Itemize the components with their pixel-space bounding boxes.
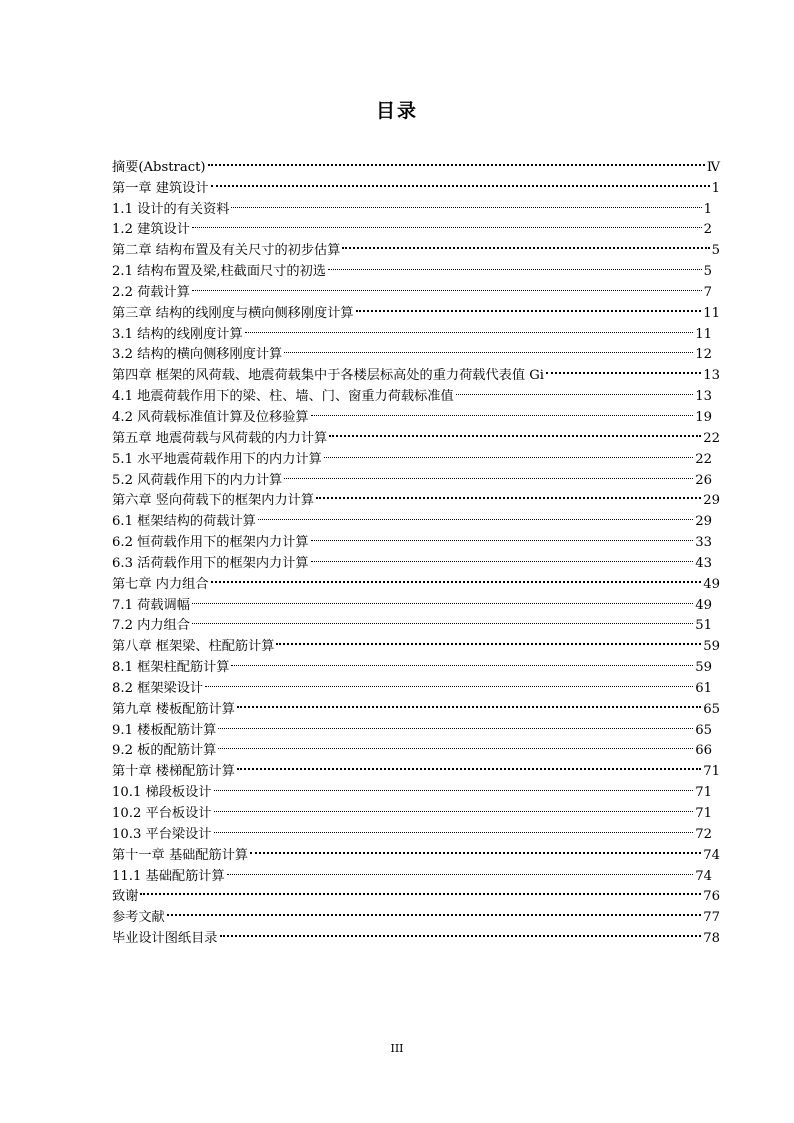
toc-entry[interactable] bbox=[112, 921, 720, 947]
dot-leader bbox=[328, 254, 702, 275]
dot-leader bbox=[311, 546, 694, 567]
toc-entry-page-number: 74 bbox=[703, 847, 720, 863]
toc-entry-title: 6.1 框架结构的荷载计算 bbox=[112, 514, 256, 530]
toc-entry-page-number: 71 bbox=[703, 764, 720, 780]
toc-entry-page-number: 22 bbox=[695, 451, 712, 467]
dot-leader bbox=[324, 442, 693, 463]
toc-entry-title: 2.2 荷载计算 bbox=[112, 284, 190, 300]
dot-leader bbox=[245, 317, 694, 338]
dot-leader bbox=[356, 296, 702, 317]
toc-entry-title: 6.3 活荷载作用下的框架内力计算 bbox=[112, 555, 309, 571]
toc-entry-title: 第七章 内力组合 bbox=[112, 576, 209, 592]
toc-entry-title: 3.1 结构的线刚度计算 bbox=[112, 326, 243, 342]
toc-entry-page-number: 76 bbox=[703, 889, 720, 905]
dot-leader bbox=[284, 338, 693, 359]
toc-entry-page-number: 65 bbox=[695, 722, 712, 738]
dot-leader bbox=[227, 859, 694, 880]
toc-entry-title: 9.1 楼板配筋计算 bbox=[112, 722, 217, 738]
toc-entry-title: 1.2 建筑设计 bbox=[112, 222, 190, 238]
dot-leader bbox=[237, 754, 701, 775]
dot-leader bbox=[211, 567, 702, 588]
toc-subentry[interactable] bbox=[112, 275, 720, 300]
toc-entry-title: 第三章 结构的线刚度与横向侧移刚度计算 bbox=[112, 305, 354, 321]
toc-entry-page-number: 7 bbox=[703, 284, 712, 300]
toc-entry-page-number: 71 bbox=[695, 785, 712, 801]
toc-entry-page-number: 12 bbox=[695, 347, 712, 363]
toc-entry-title: 第六章 竖向荷载下的框架内力计算 bbox=[112, 493, 315, 509]
toc-entry-page-number: 78 bbox=[703, 931, 720, 947]
dot-leader bbox=[311, 525, 694, 546]
toc-entry[interactable] bbox=[112, 629, 720, 655]
toc-entry-title: 5.2 风荷载作用下的内力计算 bbox=[112, 472, 283, 488]
toc-entry-page-number: 59 bbox=[695, 660, 712, 676]
toc-entry-title: 4.2 风荷载标准值计算及位移验算 bbox=[112, 409, 309, 425]
toc-entry-title: 10.1 梯段板设计 bbox=[112, 785, 212, 801]
toc-entry-page-number: 29 bbox=[695, 514, 712, 530]
dot-leader bbox=[167, 900, 701, 921]
toc-entry-title: 3.2 结构的横向侧移刚度计算 bbox=[112, 347, 283, 363]
page-number: III bbox=[390, 1042, 404, 1055]
toc-subentry[interactable] bbox=[112, 588, 720, 613]
toc-entry-title: 7.1 荷载调幅 bbox=[112, 597, 190, 613]
toc-entry[interactable] bbox=[112, 900, 720, 926]
toc-entry-title: 9.2 板的配筋计算 bbox=[112, 743, 217, 759]
toc-entry[interactable] bbox=[112, 150, 720, 175]
dot-leader bbox=[276, 629, 701, 650]
toc-entry-page-number: 1 bbox=[711, 180, 720, 196]
toc-entry-page-number: 11 bbox=[703, 305, 720, 321]
dot-leader bbox=[140, 880, 701, 901]
toc-entry-title: 6.2 恒荷载作用下的框架内力计算 bbox=[112, 535, 309, 551]
toc-entry-title: 摘要(Abstract) bbox=[112, 159, 206, 175]
dot-leader bbox=[250, 838, 701, 859]
dot-leader bbox=[329, 421, 701, 442]
toc-entry[interactable] bbox=[112, 880, 720, 905]
dot-leader bbox=[192, 609, 693, 630]
dot-leader bbox=[311, 400, 694, 421]
toc-entry-title: 10.2 平台板设计 bbox=[112, 806, 212, 821]
toc-entry-page-number: 22 bbox=[703, 430, 720, 446]
toc-entry-title: 致谢 bbox=[112, 889, 139, 905]
toc-entry-title: 4.1 地震荷载作用下的梁、柱、墙、门、窗重力荷载标准值 bbox=[112, 389, 454, 405]
toc-entry-title: 8.1 框架柱配筋计算 bbox=[112, 660, 230, 676]
toc-entry[interactable] bbox=[112, 233, 720, 259]
toc-entry-page-number: 13 bbox=[703, 368, 720, 384]
dot-leader bbox=[231, 650, 693, 671]
toc-entry-title: 7.2 内力组合 bbox=[112, 618, 190, 634]
toc-entry-page-number: 71 bbox=[695, 806, 712, 821]
toc-entry-page-number: 43 bbox=[695, 555, 712, 571]
dot-leader bbox=[208, 150, 705, 171]
toc-entry-page-number: 74 bbox=[695, 868, 712, 884]
toc-entry-page-number: 66 bbox=[695, 743, 712, 759]
toc-subentry[interactable] bbox=[112, 609, 720, 634]
dot-leader bbox=[316, 484, 701, 505]
toc-entry[interactable] bbox=[112, 692, 720, 717]
toc-entry-page-number: 33 bbox=[695, 535, 712, 551]
dot-leader bbox=[205, 671, 693, 692]
dot-leader bbox=[231, 192, 701, 213]
toc-entry-title: 第四章 框架的风荷载、地震荷载集中于各楼层标高处的重力荷载代表值 Gi bbox=[112, 368, 544, 384]
toc-entry-page-number: 5 bbox=[711, 243, 720, 259]
toc-entry-title: 第十章 楼梯配筋计算 bbox=[112, 764, 235, 780]
toc-entry-page-number: 65 bbox=[703, 701, 720, 717]
toc-entry-title: 8.2 框架梁设计 bbox=[112, 680, 204, 696]
toc-entry-page-number: Ⅳ bbox=[706, 159, 720, 175]
toc-entry-page-number: 49 bbox=[695, 597, 712, 613]
toc-entry-title: 第五章 地震荷载与风荷载的内力计算 bbox=[112, 430, 328, 446]
toc-entry-title: 2.1 结构布置及梁,柱截面尺寸的初选 bbox=[112, 264, 326, 280]
dot-leader bbox=[220, 921, 702, 942]
toc-entry-page-number: 51 bbox=[695, 618, 712, 634]
dot-leader bbox=[214, 796, 694, 817]
toc-entry-title: 1.1 设计的有关资料 bbox=[112, 201, 230, 217]
dot-leader bbox=[258, 504, 693, 525]
toc-entry-title: 第九章 楼板配筋计算 bbox=[112, 701, 235, 717]
toc-entry-page-number: 19 bbox=[695, 409, 712, 425]
dot-leader bbox=[237, 692, 701, 713]
toc-entry-title: 10.3 平台梁设计 bbox=[112, 826, 212, 842]
toc-entry-page-number: 59 bbox=[703, 639, 720, 655]
toc-entry-title: 第十一章 基础配筋计算 bbox=[112, 847, 249, 863]
dot-leader bbox=[211, 171, 710, 192]
toc-entry-title: 11.1 基础配筋计算 bbox=[112, 868, 225, 884]
dot-leader bbox=[192, 275, 702, 296]
dot-leader bbox=[192, 213, 702, 234]
dot-leader bbox=[218, 734, 693, 755]
toc-entry-title: 5.1 水平地震荷载作用下的内力计算 bbox=[112, 451, 322, 467]
page-title: 目录 bbox=[375, 100, 418, 122]
toc-entry-title: 毕业设计图纸目录 bbox=[112, 931, 218, 947]
toc-entry-page-number: 29 bbox=[703, 493, 720, 509]
toc-entry-title: 第二章 结构布置及有关尺寸的初步估算 bbox=[112, 243, 341, 259]
toc-subentry[interactable] bbox=[112, 213, 720, 238]
dot-leader bbox=[214, 775, 694, 796]
dot-leader bbox=[546, 358, 701, 379]
dot-leader bbox=[342, 233, 709, 254]
toc-entry-page-number: 1 bbox=[703, 201, 712, 217]
dot-leader bbox=[214, 817, 694, 838]
toc-entry-page-number: 11 bbox=[695, 326, 712, 342]
toc-entry-title: 第一章 建筑设计 bbox=[112, 180, 209, 196]
toc-entry-title: 参考文献 bbox=[112, 910, 165, 926]
dot-leader bbox=[284, 463, 693, 484]
toc-entry-page-number: 77 bbox=[703, 910, 720, 926]
toc-entry-page-number: 26 bbox=[695, 472, 712, 488]
toc-entry-page-number: 13 bbox=[695, 389, 712, 405]
toc-entry-page-number: 5 bbox=[703, 264, 712, 280]
dot-leader bbox=[192, 588, 693, 609]
toc-entry-page-number: 61 bbox=[695, 680, 712, 696]
toc-entry-page-number: 2 bbox=[703, 222, 712, 238]
dot-leader bbox=[218, 713, 693, 734]
toc-entry-page-number: 49 bbox=[703, 576, 720, 592]
toc-entry[interactable] bbox=[112, 296, 720, 321]
toc-entry-title: 第八章 框架梁、柱配筋计算 bbox=[112, 639, 275, 655]
table-of-contents bbox=[112, 150, 720, 947]
toc-entry-page-number: 72 bbox=[695, 826, 712, 842]
dot-leader bbox=[456, 379, 694, 400]
